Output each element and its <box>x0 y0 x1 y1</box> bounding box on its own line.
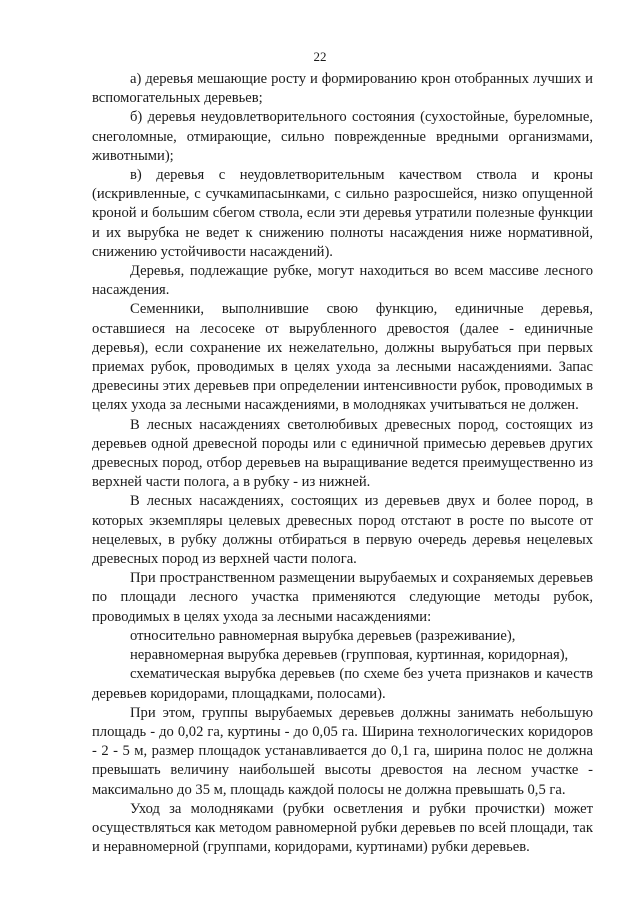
paragraph: В лесных насаждениях, состоящих из деревьев двух и более пород, в которых экземпляры целевых древесных пород отстают в росте по высоте от нецелевых, в рубку должны отбираться в первую очередь деревья нецелевых древесных пород из верхней части полога. <box>92 493 593 568</box>
method-item: относительно равномерная вырубка деревьев (разреживание), <box>130 627 516 644</box>
list-item-a: а) деревья мешающие росту и формированию крон отобранных лучших и вспомогательных деревьев; <box>92 71 593 107</box>
paragraph: Деревья, подлежащие рубке, могут находиться во всем массиве лесного насаждения. <box>92 263 593 299</box>
paragraph: При этом, группы вырубаемых деревьев должны занимать небольшую площадь - до 0,02 га, куртины - до 0,05 га. Ширина технологических коридоров - 2 - 5 м, размер площадок устанавливается до 0,1 га, ширина полос не должна превышать величину наибольшей высоты древостоя на лесном участке - максимально до 35 м, площадь каждой полосы не должна превышать 0,5 га. <box>92 704 593 798</box>
method-item: схематическая вырубка деревьев (по схеме без учета признаков и качеств деревьев коридорами, площадками, полосами). <box>92 666 593 702</box>
list-item-c: в) деревья с неудовлетворительным качеством ствола и кроны (искривленные, с сучкамипасынками, с сильно разросшейся, низко опущенной кроной и большим сбегом ствола, если эти деревья утратили полезные функции и их вырубка не ведет к снижению полноты насаждения ниже нормативной, снижению устойчивости насаждений). <box>92 167 593 260</box>
paragraph: При пространственном размещении вырубаемых и сохраняемых деревьев по площади лесного участка применяются следующие методы рубок, проводимых в целях ухода за лесными насаждениями: <box>92 570 593 625</box>
paragraph: Уход за молодняками (рубки осветления и рубки прочистки) может осуществляться как методом равномерной рубки деревьев по всей площади, так и неравномерной (группами, коридорами, куртинами) рубки деревьев. <box>92 800 593 856</box>
paragraph: В лесных насаждениях светолюбивых древесных пород, состоящих из деревьев одной древесной породы или с единичной примесью деревьев других древесных пород, отбор деревьев на выращивание ведется преимущественно из верхней части полога, а в рубку - из нижней. <box>92 416 593 491</box>
page-number: 22 <box>313 49 327 64</box>
list-item-b: б) деревья неудовлетворительного состояния (сухостойные, буреломные, снеголомные, отмирающие, сильно поврежденные вредными организмами, животными); <box>92 109 593 164</box>
method-item: неравномерная вырубка деревьев (групповая, куртинная, коридорная), <box>130 647 569 664</box>
paragraph: Семенники, выполнившие свою функцию, единичные деревья, оставшиеся на лесосеке от вырубленного древостоя (далее - единичные деревья), если сохранение их нежелательно, должны вырубаться при первых приемах рубок, проводимых в целях ухода за лесными насаждениями. Запас древесины этих деревьев при определении интенсивности рубок, проводимых в целях ухода за лесными насаждениями, в молодняках учитываться не должен. <box>92 301 593 414</box>
document-body <box>92 70 593 857</box>
